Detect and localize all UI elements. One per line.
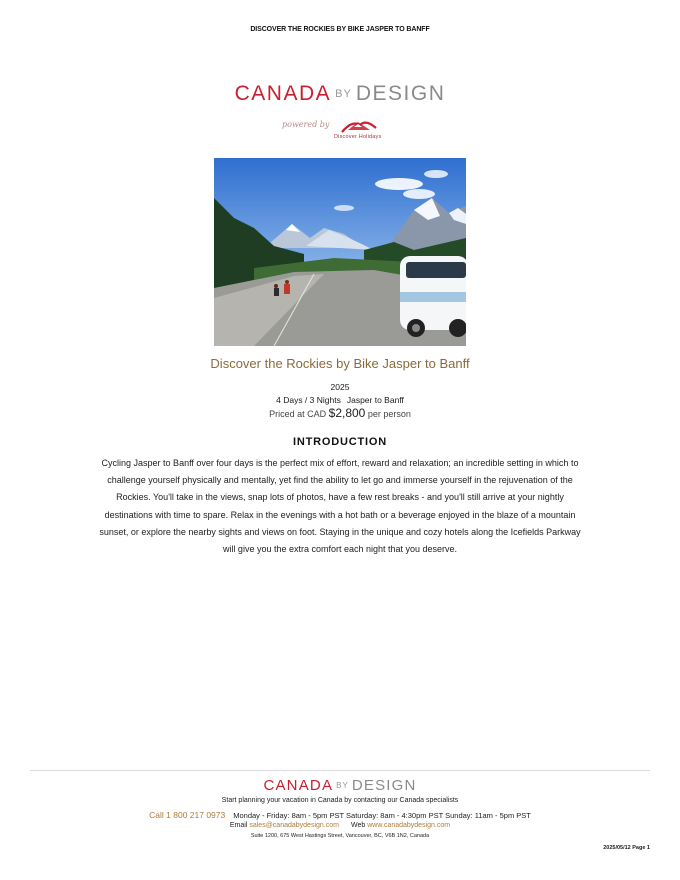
footer-email-label: Email [229,822,248,829]
logo-canada: CANADA [234,82,332,105]
footer-tagline: Start planning your vacation in Canada by contacting our Canada specialists [221,797,459,804]
footer-divider [30,770,650,771]
powered-by-badge [282,116,402,146]
footer-logo-design: DESIGN [351,777,417,794]
footer-logo-canada: CANADA [263,777,334,794]
footer-phone-link[interactable]: Call 1 800 217 0973 [149,810,226,820]
trip-details [0,395,680,405]
footer-hours-line [0,810,680,820]
trip-route: Jasper to Banff [346,395,404,405]
logo-by: BY [335,88,352,100]
hero-photo [214,158,466,346]
footer-address: Suite 1200, 675 West Hastings Street, Vancouver, BC, V6B 1N2, Canada [250,833,430,839]
document-header: DISCOVER THE ROCKIES BY BIKE JASPER TO BANFF [250,26,430,33]
mountain-logo-icon [340,116,380,136]
canada-by-design-logo [0,82,680,106]
price-suffix: per person [367,409,411,419]
trip-title: Discover the Rockies by Bike Jasper to Banff [210,356,470,371]
footer-email-link[interactable]: sales@canadabydesign.com [249,822,339,829]
price-prefix: Priced at CAD [269,409,327,419]
discover-holidays-text: Discover Holidays [334,134,382,140]
trip-year: 2025 [330,382,350,392]
footer-contact-line [0,822,680,829]
footer-web-link[interactable]: www.canadabydesign.com [367,822,451,829]
trip-duration: 4 Days / 3 Nights [276,395,341,405]
footer-web-label: Web [350,822,366,829]
price-amount: $2,800 [328,406,366,420]
logo-design: DESIGN [355,82,446,105]
footer-logo-by: BY [336,781,349,790]
intro-heading: INTRODUCTION [293,436,387,448]
page-info: 2025/05/12 Page 1 [603,845,650,851]
footer-hours: Monday - Friday: 8am - 5pm PST Saturday: 8am - 4:30pm PST Sunday: 11am - 5pm PST [233,811,531,820]
footer-logo [0,777,680,794]
intro-body: Cycling Jasper to Banff over four days is the perfect mix of effort, reward and relaxation; an incredible setting in which to challenge yourself physically and mentally, yet find the ability to let go and immerse yourself in the rejuvenation of the Rockies. You'll take in the views, snap lots of photos, have a few rest breaks - and you'll still arrive at your nightly destinations with time to spare. Relax in the evenings with a hot bath or a beverage enjoyed in the blaze of a mountain sunset, or explore the nearby sights and views on foot. Staying in the unique and cozy hotels along the Icefields Parkway will give you the extra comfort each night that you deserve. [99,458,581,555]
trip-price [0,406,680,420]
powered-by-text: powered by [282,120,330,129]
